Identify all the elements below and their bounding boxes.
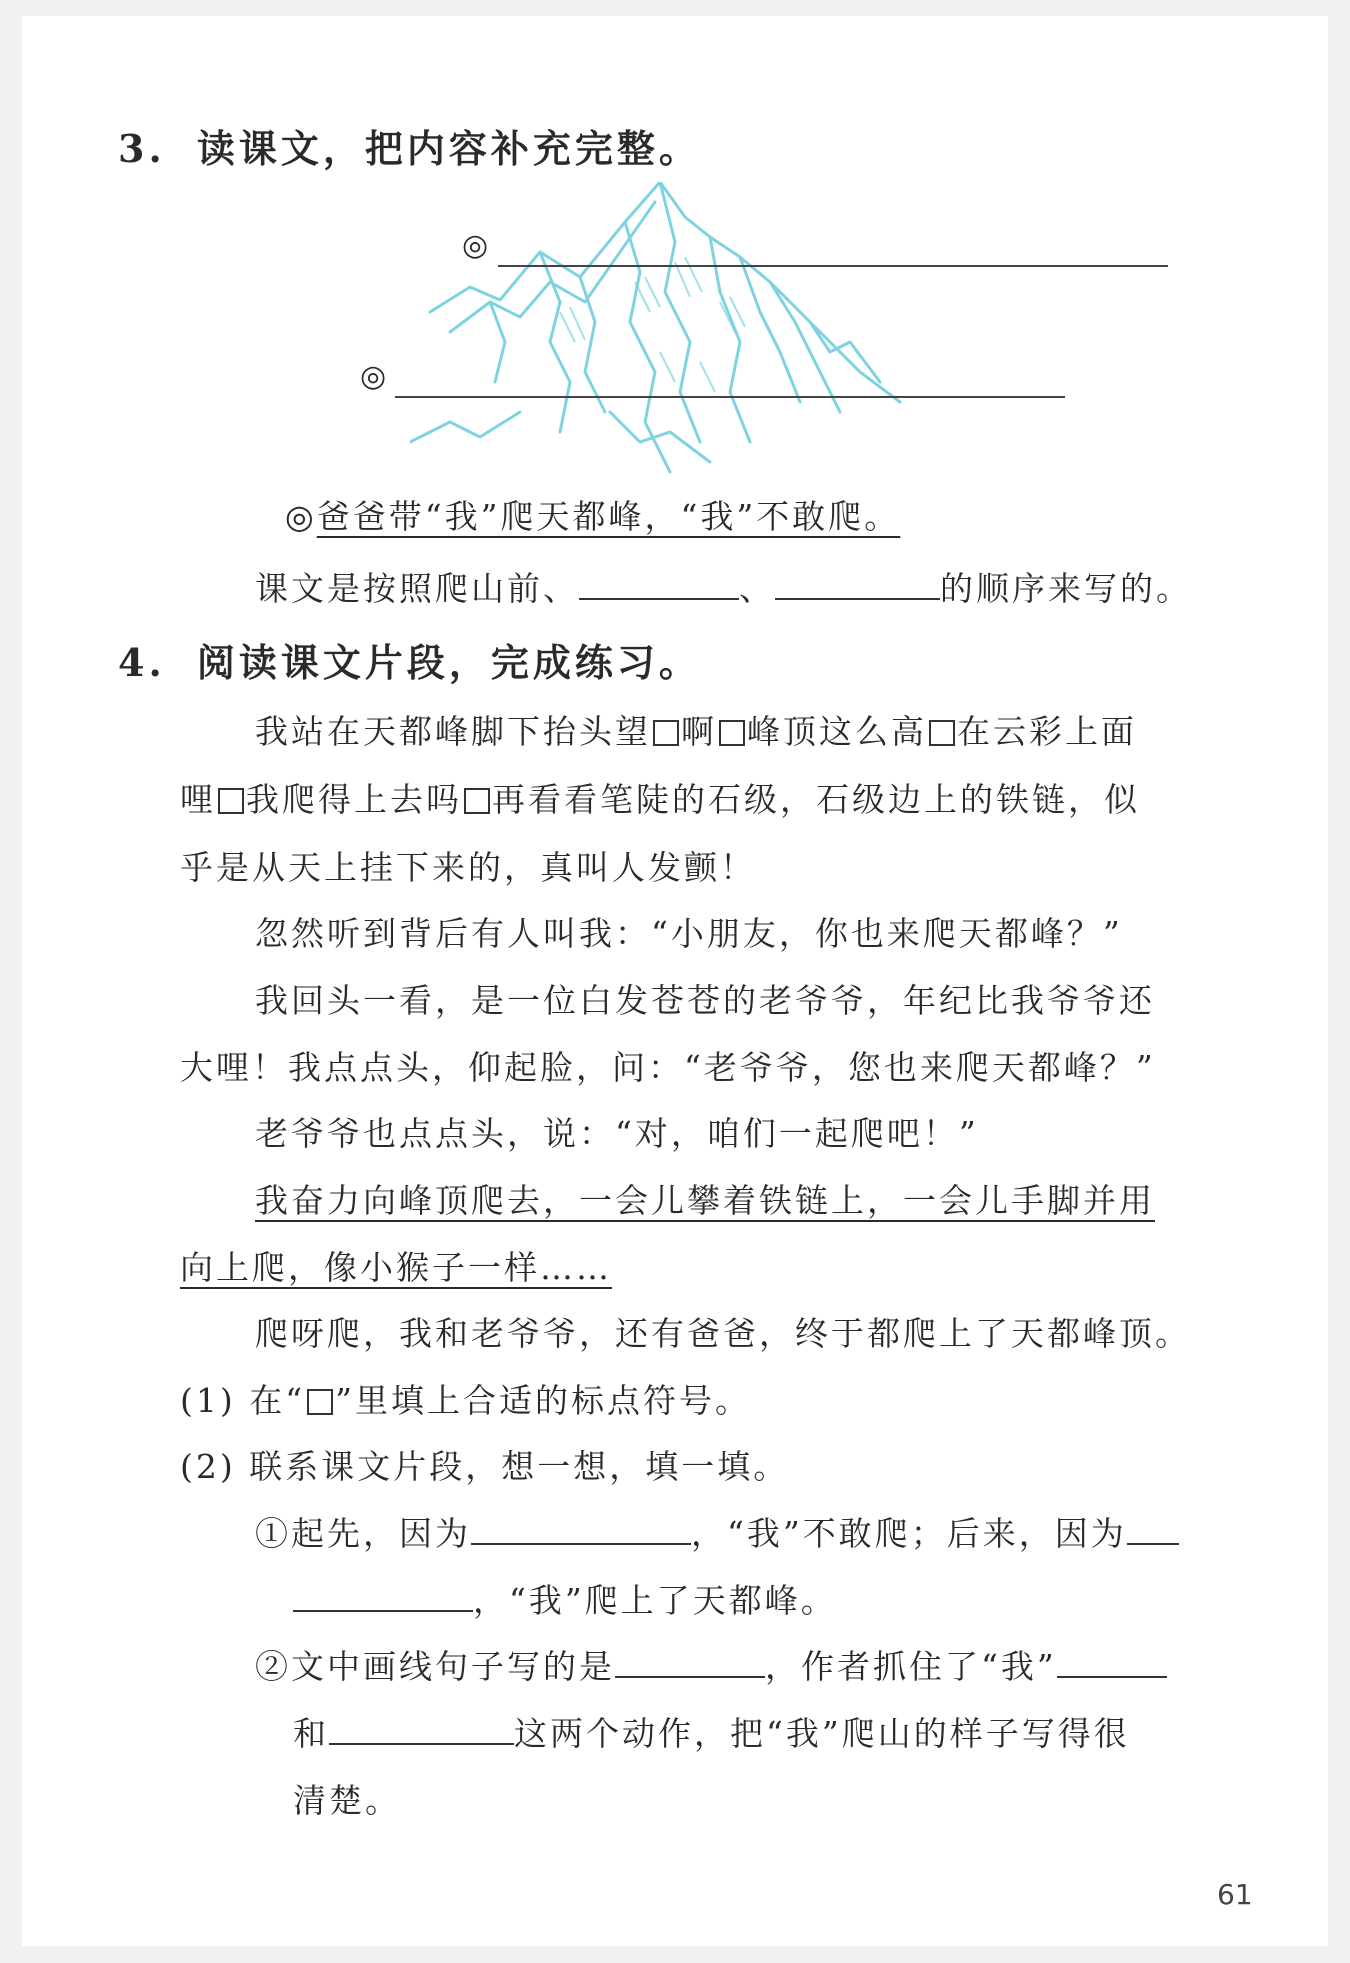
passage-text: 我站在天都峰脚下抬头望 <box>255 712 651 751</box>
punctuation-box-5[interactable] <box>464 788 490 814</box>
question-4-title: 阅读课文片段，完成练习。 <box>196 640 701 685</box>
action-blank-2[interactable] <box>329 1710 514 1745</box>
reason-blank-1[interactable] <box>471 1510 691 1545</box>
page-number: 61 <box>1217 1878 1253 1911</box>
passage-p6: 爬呀爬，我和老爷爷，还有爸爸，终于都爬上了天都峰顶。 <box>255 1314 1191 1353</box>
subquestion-text: 起先，因为 <box>291 1514 471 1553</box>
mountain-illustration <box>410 182 970 482</box>
question-4-heading <box>118 632 701 687</box>
punctuation-box-1[interactable] <box>653 720 679 746</box>
summary-sentence: 爸爸带“我”爬天都峰，“我”不敢爬。 <box>316 497 901 536</box>
passage-p1-line2 <box>180 774 1140 821</box>
subquestion-text: 和 <box>293 1714 329 1753</box>
order-blank-1[interactable] <box>579 565 739 600</box>
passage-p3-line1: 我回头一看，是一位白发苍苍的老爷爷，年纪比我爷爷还 <box>255 981 1155 1020</box>
passage-text: 我爬得上去吗 <box>246 780 462 819</box>
subquestion-text: 这两个动作，把“我”爬山的样子写得很 <box>514 1714 1130 1753</box>
summary-marker-1: ◎ <box>462 228 489 263</box>
subquestion-text: 文中画线句子写的是 <box>291 1647 615 1686</box>
passage-text: 啊 <box>681 712 717 751</box>
punctuation-box-3[interactable] <box>929 720 955 746</box>
order-separator: 、 <box>739 569 775 608</box>
box-symbol <box>307 1389 333 1415</box>
subquestion-text: ，作者抓住了“我” <box>765 1647 1057 1686</box>
sentence-type-blank[interactable] <box>615 1643 765 1678</box>
subquestion-2b-line2 <box>293 1708 1130 1755</box>
subquestion-2a-line2 <box>293 1575 837 1622</box>
reason-blank-2a[interactable] <box>1127 1510 1179 1545</box>
subquestion-2b-line3: 清楚。 <box>293 1781 401 1820</box>
passage-p1-line3: 乎是从天上挂下来的，真叫人发颤！ <box>180 848 756 887</box>
summary-line-3 <box>285 491 900 538</box>
passage-text: 哩 <box>180 780 216 819</box>
underlined-sentence-line1: 我奋力向峰顶爬去，一会儿攀着铁链上，一会儿手脚并用 <box>255 1181 1155 1220</box>
subquestion-2 <box>180 1441 789 1488</box>
subquestion-1-number: (1) <box>180 1381 236 1420</box>
order-prefix: 课文是按照爬山前、 <box>255 569 579 608</box>
summary-blank-2[interactable] <box>395 396 1065 398</box>
order-sentence <box>255 563 1192 610</box>
punctuation-box-2[interactable] <box>719 720 745 746</box>
question-3-title: 读课文，把内容补充完整。 <box>196 126 701 171</box>
punctuation-box-4[interactable] <box>218 788 244 814</box>
passage-p3-line2: 大哩！我点点头，仰起脸，问：“老爷爷，您也来爬天都峰？” <box>180 1048 1156 1087</box>
passage-p2: 忽然听到背后有人叫我：“小朋友，你也来爬天都峰？” <box>255 914 1123 953</box>
order-suffix: 的顺序来写的。 <box>940 569 1192 608</box>
passage-text: 峰顶这么高 <box>747 712 927 751</box>
subquestion-1 <box>180 1375 751 1422</box>
summary-marker-2: ◎ <box>360 359 387 394</box>
reason-blank-2b[interactable] <box>293 1577 473 1612</box>
underlined-sentence-line2: 向上爬，像小猴子一样…… <box>180 1248 612 1287</box>
action-blank-1[interactable] <box>1057 1643 1167 1678</box>
subquestion-1-pre: 在“ <box>249 1381 306 1420</box>
subquestion-2-text: 联系课文片段，想一想，填一填。 <box>249 1447 790 1486</box>
summary-blank-1[interactable] <box>498 265 1168 267</box>
subquestion-2b-number: ② <box>255 1647 291 1686</box>
subquestion-2b-line1 <box>255 1641 1167 1688</box>
passage-p4: 老爷爷也点点头，说：“对，咱们一起爬吧！” <box>255 1114 979 1153</box>
order-blank-2[interactable] <box>775 565 940 600</box>
question-3-number: 3. <box>118 126 166 171</box>
question-3-heading <box>118 118 701 173</box>
summary-marker-3: ◎ <box>285 497 317 536</box>
subquestion-2a-number: ① <box>255 1514 291 1553</box>
subquestion-2-number: (2) <box>180 1447 236 1486</box>
subquestion-1-post: ”里填上合适的标点符号。 <box>335 1381 751 1420</box>
passage-text: 在云彩上面 <box>957 712 1137 751</box>
subquestion-text: ，“我”不敢爬；后来，因为 <box>691 1514 1127 1553</box>
question-4-number: 4. <box>118 640 166 685</box>
subquestion-text: ，“我”爬上了天都峰。 <box>473 1581 837 1620</box>
passage-p1-line1 <box>255 706 1137 753</box>
subquestion-2a-line1 <box>255 1508 1179 1555</box>
passage-text: 再看看笔陡的石级，石级边上的铁链，似 <box>492 780 1140 819</box>
